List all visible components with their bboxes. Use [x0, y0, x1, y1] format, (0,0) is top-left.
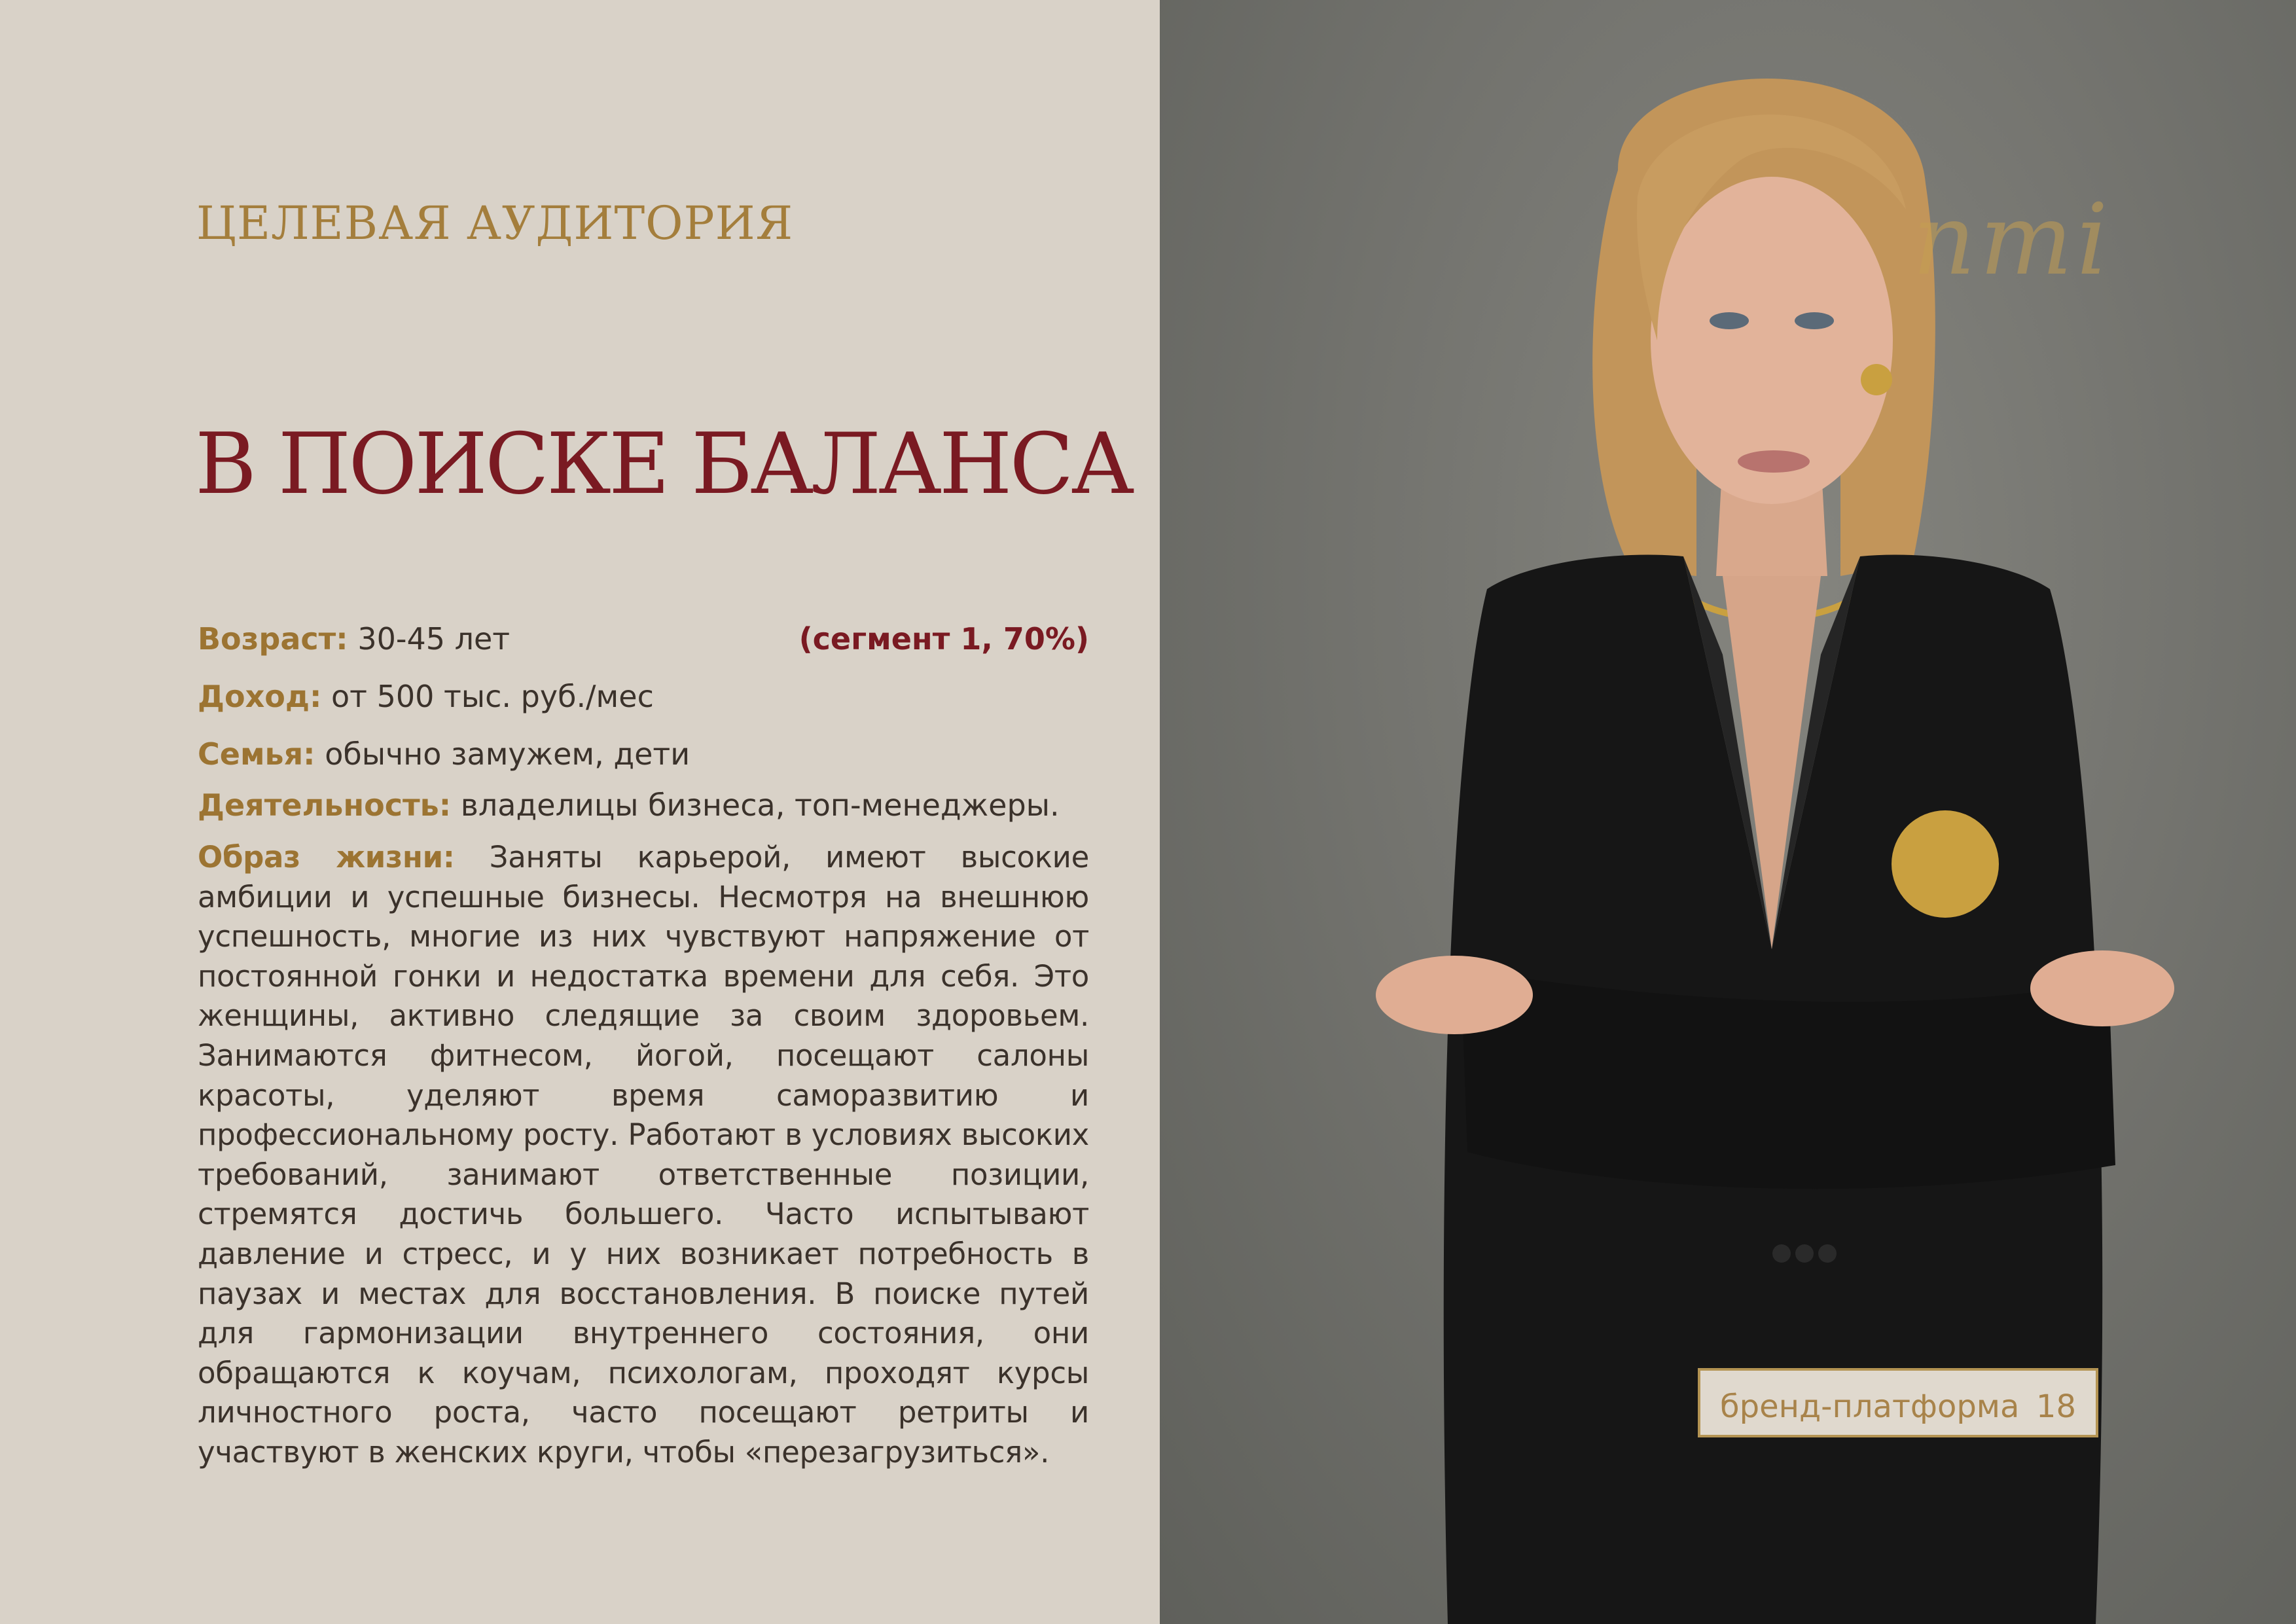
page-number: 18 — [2036, 1388, 2076, 1425]
fact-value: обычно замужем, дети — [325, 736, 691, 772]
lifestyle-label: Образ жизни: — [198, 840, 455, 875]
fact-label: Деятельность: — [198, 787, 452, 823]
fact-value: владелицы бизнеса, топ-менеджеры. — [460, 787, 1060, 823]
fact-label: Семья: — [198, 736, 315, 772]
fact-value: от 500 тыс. руб./мес — [331, 679, 654, 714]
fact-occupation — [198, 785, 1089, 825]
brand-watermark: nmi — [1912, 183, 2112, 297]
fact-label: Доход: — [198, 679, 322, 714]
section-eyebrow: ЦЕЛЕВАЯ АУДИТОРИЯ — [196, 196, 794, 250]
fact-income — [198, 676, 1089, 717]
footer-label: бренд-платформа — [1720, 1388, 2020, 1425]
page-footer-tag — [1698, 1368, 2098, 1437]
lifestyle-paragraph — [198, 838, 1089, 1473]
page-title: В ПОИСКЕ БАЛАНСА — [195, 416, 1132, 513]
fact-age — [198, 619, 1089, 659]
audience-facts — [198, 619, 1089, 825]
segment-badge: (сегмент 1, 70%) — [798, 621, 1089, 657]
fact-value: 30-45 лет — [357, 621, 511, 657]
lifestyle-text: Заняты карьерой, имеют высокие амбиции и успешные бизнесы. Несмотря на внешнюю успешность, многие из них чувствуют напряжение от постоянной гонки и недостатка времени для себя. Это женщины, активно следящие за своим здоровьем. Занимаются фитнесом, йогой, посещают салоны красоты, уделяют время саморазвитию и профессиональному росту. Работают в условиях высоких требований, занимают ответственные позиции, стремятся достичь большего. Часто испытывают давление и стресс, и у них возникает потребность в паузах и местах для восстановления. В поиске путей для гармонизации внутреннего состояния, они обращаются к коучам, психологам, проходят курсы личностного роста, часто посещают ретриты и участвуют в женских круги, чтобы «перезагрузиться». — [198, 840, 1089, 1470]
fact-label: Возраст: — [198, 621, 348, 657]
fact-family — [198, 734, 1089, 774]
